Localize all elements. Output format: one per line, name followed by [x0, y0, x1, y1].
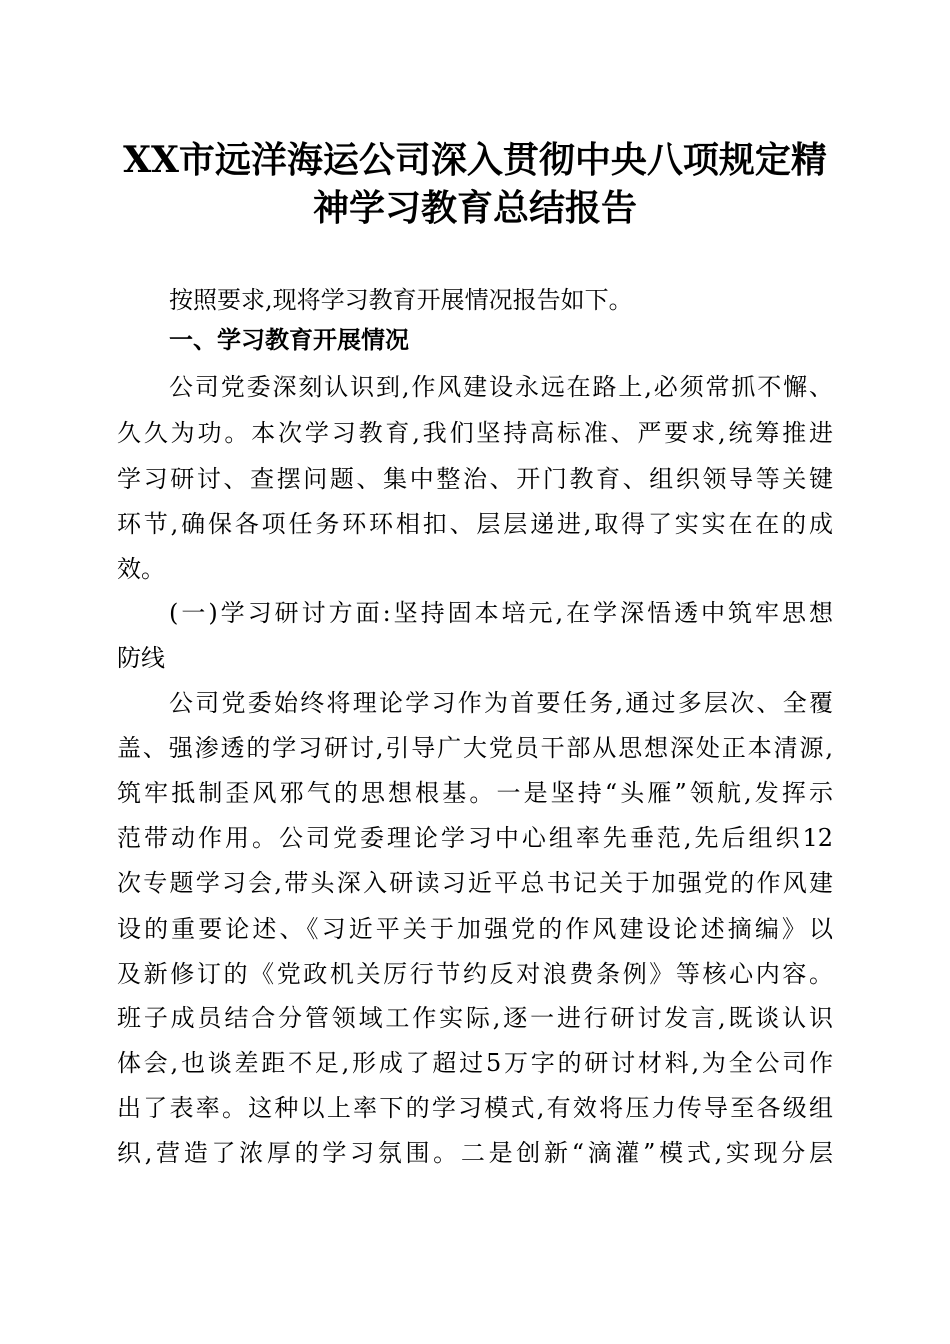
document-title-line-1: XX市远洋海运公司深入贯彻中央八项规定精 [123, 139, 827, 181]
paragraph-1-line: 公司党委深刻认识到,作风建设永远在路上,必须常抓不懈、 [169, 373, 833, 401]
paragraph-2-line: 织,营造了浓厚的学习氛围。二是创新“滴灌”模式,实现分层 [117, 1139, 833, 1167]
document-title-line-2: 神学习教育总结报告 [312, 187, 637, 229]
paragraph-2-line: 班子成员结合分管领域工作实际,逐一进行研讨发言,既谈认识 [117, 1004, 833, 1032]
paragraph-2-line: 及新修订的《党政机关厉行节约反对浪费条例》等核心内容。 [117, 960, 833, 988]
paragraph-2-line: 盖、强渗透的学习研讨,引导广大党员干部从思想深处正本清源, [117, 734, 833, 762]
subheading-line: (一)学习研讨方面:坚持固本培元,在学深悟透中筑牢思想 [169, 599, 833, 627]
paragraph-1-line: 效。 [117, 555, 165, 583]
paragraph-1-line: 久久为功。本次学习教育,我们坚持高标准、严要求,统筹推进 [117, 419, 833, 447]
paragraph-2-line: 公司党委始终将理论学习作为首要任务,通过多层次、全覆 [169, 689, 833, 717]
paragraph-2-line: 体会,也谈差距不足,形成了超过5万字的研讨材料,为全公司作 [117, 1049, 833, 1077]
paragraph-2-line: 筑牢抵制歪风邪气的思想根基。一是坚持“头雁”领航,发挥示 [117, 779, 833, 807]
intro-paragraph: 按照要求,现将学习教育开展情况报告如下。 [169, 286, 633, 314]
paragraph-2-line: 出了表率。这种以上率下的学习模式,有效将压力传导至各级组 [117, 1094, 833, 1122]
paragraph-2-line: 次专题学习会,带头深入研读习近平总书记关于加强党的作风建 [117, 869, 833, 897]
paragraph-2-line: 设的重要论述、《习近平关于加强党的作风建设论述摘编》以 [117, 915, 833, 943]
paragraph-1-line: 环节,确保各项任务环环相扣、层层递进,取得了实实在在的成 [117, 510, 833, 538]
paragraph-1-line: 学习研讨、查摆问题、集中整治、开门教育、组织领导等关键 [117, 465, 833, 493]
section-heading: 一、学习教育开展情况 [169, 326, 409, 354]
paragraph-2-line: 范带动作用。公司党委理论学习中心组率先垂范,先后组织12 [117, 824, 833, 852]
subheading-line: 防线 [117, 644, 165, 672]
